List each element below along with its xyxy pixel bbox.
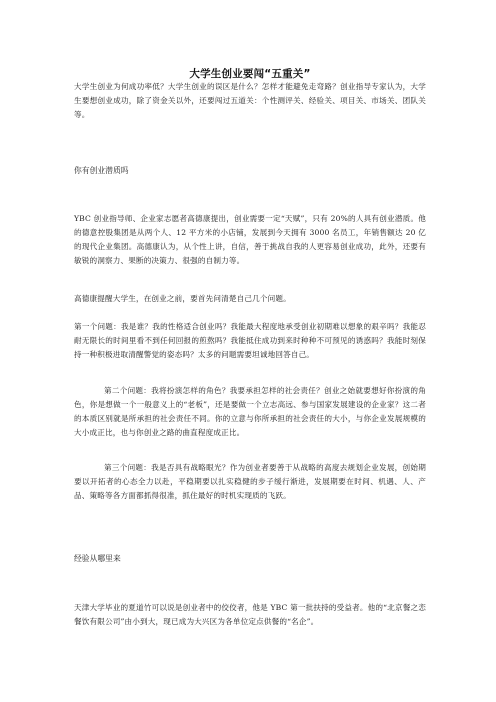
paragraph-xia-daozhu: 天津大学毕业的夏道竹可以说是创业者中的佼佼者，他是 YBC 第一批扶持的受益者。他的“北京餐之恋餐饮有限公司”由小到大，现已成为大兴区为各单位定点供餐的“名企”。 [74, 603, 426, 626]
section-heading-potential: 你有创业潜质吗 [74, 166, 129, 175]
paragraph-reminder: 高德康提醒大学生，在创业之前，要首先问清楚自己几个问题。 [74, 294, 291, 303]
paragraph-question-two: 第二个问题：我将扮演怎样的角色？我要承担怎样的社会责任？创业之始就要想好你扮演的角色，你是想做一个一般意义上的“老板”，还是要做一个立志高远、参与国家发展建设的企业家？这二者的本质区别就是所承担的社会责任不同。你的立意与你所承担的社会责任的大小，与你企业发展规模的大小成正比，也与你创业之路的曲直程度成正比。 [74, 386, 426, 437]
intro-paragraph: 大学生创业为何成功率低？大学生创业的误区是什么？怎样才能避免走弯路？创业指导专家认为，大学生要想创业成功，除了资金关以外，还要闯过五道关：个性测评关、经验关、项目关、市场关、团队关等。 [74, 82, 426, 119]
section-heading-experience: 经验从哪里来 [74, 554, 121, 563]
paragraph-question-one: 第一个问题：我是谁？我的性格适合创业吗？我能最大程度地承受创业初期难以想象的艰辛吗？我能忍耐无限长的时间里看不到任何回报的煎熬吗？我能抵住成功到来时种种不可预见的诱惑吗？我能时刻保持一种积极进取清醒警觉的姿态吗？太多的问题需要坦诚地回答自己。 [74, 322, 426, 359]
document-title: 大学生创业要闯“五重关” [189, 68, 311, 80]
paragraph-gao-dekang: YBC 创业指导师、企业家志愿者高德康提出，创业需要一定“天赋”，只有 20%的人具有创业潜质。他的德意控股集团是从两个人、12 平方米的小店铺，发展到今天拥有 3000 名员工，年销售额达 20 亿的现代企业集团。高德康认为，从个性上讲，自信，善于挑战自我的人更容易创业成功，此外，还要有敏锐的洞察力、果断的决策力、很强的自制力等。 [74, 214, 426, 265]
paragraph-question-three: 第三个问题：我是否具有战略眼光？作为创业者要善于从战略的高度去规划企业发展，创始期要以开拓者的心态全力以赴，平稳期要以扎实稳健的步子缓行渐进，发展期要在时间、机遇、人、产品、策略等各方面都抓得很准，抓住最好的时机实现质的飞跃。 [74, 463, 426, 500]
